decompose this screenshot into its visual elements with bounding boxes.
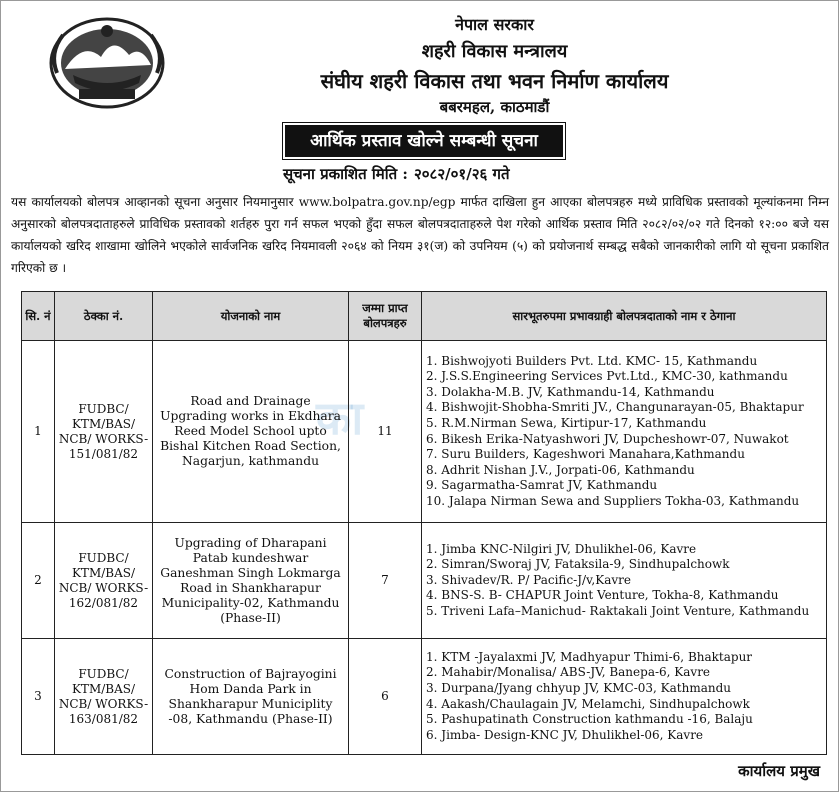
row-contract-no: FUDBC/ KTM/BAS/ NCB/ WORKS- 163/081/82: [55, 639, 153, 755]
header-address: बबरमहल, काठमाडौं: [439, 98, 550, 116]
bidder-item: 3. Shivadev/R. P/ Pacific-J/v,Kavre: [426, 572, 631, 587]
table-row: [22, 639, 827, 755]
bidder-item: 2. Mahabir/Monalisa/ ABS-JV, Banepa-6, Kavre: [426, 665, 711, 680]
bidder-item: 4. Aakash/Chaulagain JV, Melamchi, Sindhupalchowk: [426, 696, 750, 711]
bidder-item: 6. Jimba- Design-KNC JV, Dhulikhel-06, Kavre: [426, 727, 704, 742]
bidder-item: 10. Jalapa Nirman Sewa and Suppliers Tokha-03, Kathmandu: [426, 493, 800, 508]
row-contract-no: FUDBC/ KTM/BAS/ NCB/ WORKS- 162/081/82: [55, 523, 153, 639]
office-chief-signature-label: कार्यालय प्रमुख: [738, 762, 820, 780]
header-bid-count: जम्मा प्राप्त बोलपत्रहरु: [349, 292, 422, 341]
bidder-item: 9. Sagarmatha-Samrat JV, Kathmandu: [426, 478, 658, 493]
bidder-item: 3. Dolakha-M.B. JV, Kathmandu-14, Kathmandu: [426, 384, 715, 399]
row-sn: 2: [22, 523, 55, 639]
row-project-name: Upgrading of Dharapani Patab kundeshwar Ganeshman Singh Lokmarga Road in Shankharapur Municipality-02, Kathmandu (Phase-II): [153, 523, 349, 639]
bidder-item: 1. Jimba KNC-Nilgiri JV, Dhulikhel-06, Kavre: [426, 541, 697, 556]
header-contract-no: ठेक्का नं.: [55, 292, 153, 341]
bidder-item: 6. Bikesh Erika-Natyashwori JV, Dupcheshowr-07, Nuwakot: [426, 431, 789, 446]
bidder-item: 2. J.S.S.Engineering Services Pvt.Ltd., KMC-30, kathmandu: [426, 369, 788, 384]
table-header-row: [22, 292, 827, 341]
row-sn: 1: [22, 341, 55, 523]
bidder-item: 5. Pashupatinath Construction kathmandu -16, Balaju: [426, 712, 753, 727]
header-country: नेपाल सरकार: [455, 15, 534, 34]
publish-date-value: २०८२/०१/२६ गते: [413, 165, 510, 183]
row-bid-count: 7: [349, 523, 422, 639]
header-office: संघीय शहरी विकास तथा भवन निर्माण कार्यालय: [320, 69, 669, 93]
row-project-name: Road and Drainage Upgrading works in Ekdhara Reed Model School upto Bishal Kitchen Road Section, Nagarjun, kathmandu: [153, 341, 349, 523]
bidder-item: 3. Durpana/Jyang chhyup JV, KMC-03, Kathmandu: [426, 680, 731, 695]
notice-title: आर्थिक प्रस्ताव खोल्ने सम्बन्धी सूचना: [285, 125, 563, 157]
bidder-item: 1. Bishwojyoti Builders Pvt. Ltd. KMC- 15, Kathmandu: [426, 353, 758, 368]
bidders-table: [21, 291, 827, 755]
row-bidders: [422, 523, 827, 639]
watermark: का: [316, 391, 364, 445]
bidder-item: 5. Triveni Lafa–Manichud- Raktakali Joint Venture, Kathmandu: [426, 603, 810, 618]
header-sn: सि. नं: [22, 292, 55, 341]
header-ministry: शहरी विकास मन्त्रालय: [421, 41, 568, 62]
row-bidders: [422, 639, 827, 755]
header-project-name: योजनाको नाम: [153, 292, 349, 341]
bidder-item: 5. R.M.Nirman Sewa, Kirtipur-17, Kathmandu: [426, 415, 707, 430]
row-sn: 3: [22, 639, 55, 755]
bidder-item: 1. KTM -Jayalaxmi JV, Madhyapur Thimi-6, Bhaktapur: [426, 649, 753, 664]
row-contract-no: FUDBC/ KTM/BAS/ NCB/ WORKS- 151/081/82: [55, 341, 153, 523]
bidder-item: 8. Adhrit Nishan J.V., Jorpati-06, Kathmandu: [426, 462, 695, 477]
row-project-name: Construction of Bajrayogini Hom Danda Park in Shankharapur Municiplity -08, Kathmandu (Phase-II): [153, 639, 349, 755]
table-row: [22, 523, 827, 639]
bidder-item: 7. Suru Builders, Kageshwori Manahara,Kathmandu: [426, 447, 745, 462]
publish-date-label: सूचना प्रकाशित मिति :: [283, 165, 408, 183]
row-bidders: [422, 341, 827, 523]
header-bidders: सारभूतरुपमा प्रभावग्राही बोलपत्रदाताको नाम र ठेगाना: [422, 292, 827, 341]
bidder-item: 4. Bishwojit-Shobha-Smriti JV., Changunarayan-05, Bhaktapur: [426, 400, 804, 415]
intro-paragraph: यस कार्यालयको बोलपत्र आव्हानको सूचना अनुसार नियमानुसार www.bolpatra.gov.np/egp मार्फत दाखिला हुन आएका बोलपत्रहरु मध्ये प्राविधिक प्रस्तावको मूल्यांकनमा निम्न अनुसारको बोलपत्रदाताहरुले प्राविधिक प्रस्तावको शर्तहरु पुरा गर्न सफल भएको हुँदा सफल बोलपत्रदाताहरुले पेश गरेको आर्थिक प्रस्ताव मिति २०८२/०२/०२ गते दिनको १२:०० बजे यस कार्यालयको खरिद शाखामा खोलिने भएकोले सार्वजनिक खरिद नियमावली २०६४ को नियम ३१(ज) को उपनियम (५) को प्रयोजनार्थ सम्बद्ध सबैको जानकारीको लागि यो सूचना प्रकाशित गरिएको छ ।: [11, 195, 829, 275]
bidder-item: 2. Simran/Sworaj JV, Fataksila-9, Sindhupalchowk: [426, 557, 730, 572]
row-bid-count: 6: [349, 639, 422, 755]
publish-date-line: [283, 164, 510, 184]
table-row: [22, 341, 827, 523]
bidder-item: 4. BNS-S. B- CHAPUR Joint Venture, Tokha-8, Kathmandu: [426, 588, 779, 603]
row-bid-count: 11: [349, 341, 422, 523]
